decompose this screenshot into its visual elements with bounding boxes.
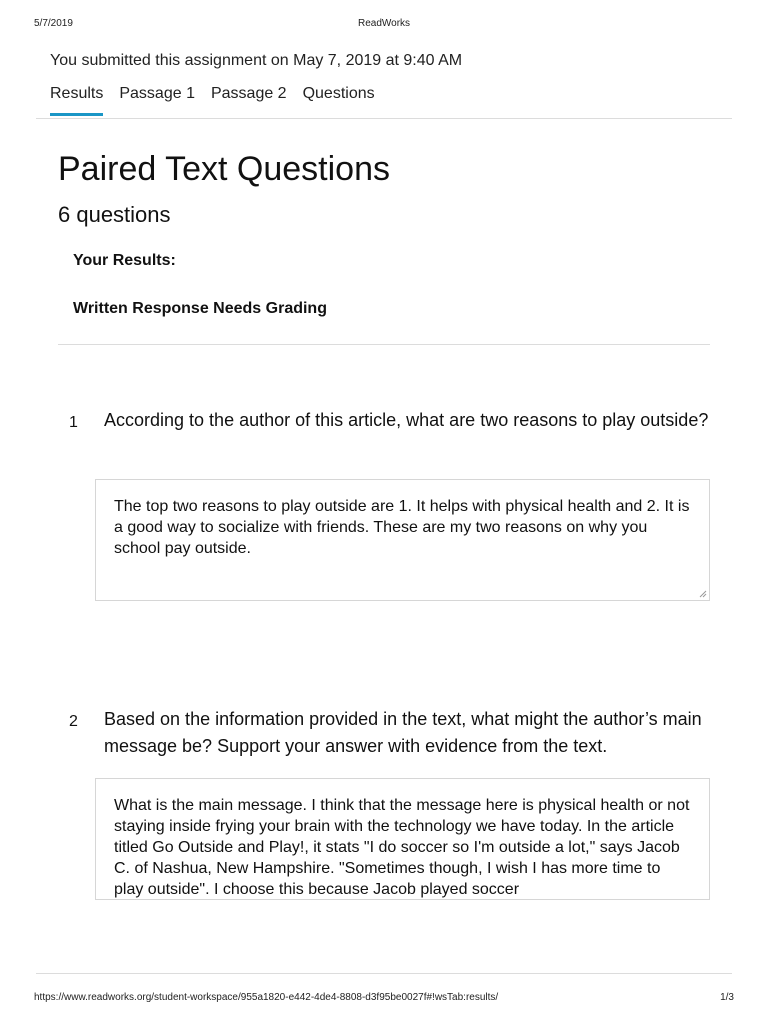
footer-divider <box>36 973 732 974</box>
question-count: 6 questions <box>58 202 171 227</box>
tab-passage-2[interactable]: Passage 2 <box>210 85 287 102</box>
tabs-divider <box>36 118 732 119</box>
resize-handle-icon[interactable] <box>699 590 707 598</box>
print-site-title: ReadWorks <box>357 18 411 29</box>
tab-questions[interactable]: Questions <box>302 85 375 102</box>
question-prompt: Based on the information provided in the text, what might the author’s main message be? Support your answer with evidence from the text. <box>104 709 702 756</box>
answer-text: The top two reasons to play outside are 1. It helps with physical health and 2. It is a good way to socialize with friends. These are my two reasons on why you school pay outside. <box>114 498 690 557</box>
tab-bar <box>50 84 391 116</box>
print-url: https://www.readworks.org/student-workspace/955a1820-e442-4de4-8808-d3f95be0027f#!wsTab:results/ <box>34 992 499 1003</box>
tab-results[interactable]: Results <box>50 84 103 116</box>
page-title: Paired Text Questions <box>58 150 390 188</box>
print-header <box>34 18 734 32</box>
results-label: Your Results: <box>73 252 176 269</box>
answer-text: What is the main message. I think that the message here is physical health or not staying inside frying your brain with the technology we have today. In the article titled Go Outside and Play!, it stats "I do soccer so I'm outside a lot," says Jacob C. of Nashua, New Hampshire. "Sometimes though, I wish I has more time to play outside". I choose this because Jacob played soccer <box>114 797 690 898</box>
results-divider <box>58 344 710 345</box>
tab-passage-1[interactable]: Passage 1 <box>119 85 195 102</box>
question-number: 1 <box>69 414 78 431</box>
page-number: 1/3 <box>720 992 734 1003</box>
grading-status: Written Response Needs Grading <box>73 300 327 317</box>
question-number: 2 <box>69 713 78 730</box>
submission-notice: You submitted this assignment on May 7, 2019 at 9:40 AM <box>50 52 463 69</box>
answer-textarea[interactable] <box>95 479 710 601</box>
print-date: 5/7/2019 <box>34 18 73 29</box>
question-prompt: According to the author of this article, what are two reasons to play outside? <box>104 410 709 430</box>
answer-textarea[interactable] <box>95 778 710 900</box>
